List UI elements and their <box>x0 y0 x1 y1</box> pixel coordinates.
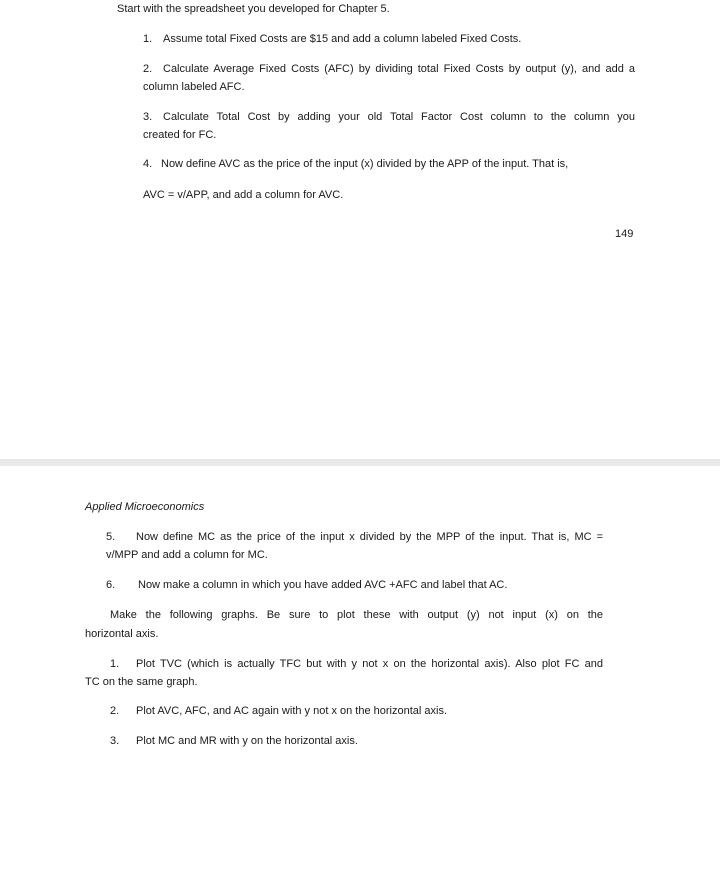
list-item-text: Plot MC and MR with y on the horizontal axis. <box>136 735 358 747</box>
page-number: 149 <box>615 228 634 240</box>
list-number: 1. <box>110 658 120 670</box>
list-number: 1. <box>143 33 153 45</box>
list-number: 2. <box>110 705 120 717</box>
list-item-2 <box>143 62 635 76</box>
list-item-text: Calculate Total Cost by adding your old Total Factor Cost column to the column you <box>163 111 635 123</box>
graph-item-1 <box>110 657 603 671</box>
list-number: 4. <box>143 158 153 170</box>
list-number: 3. <box>110 735 120 747</box>
list-item-4-continuation: AVC = v/APP, and add a column for AVC. <box>143 189 344 201</box>
list-number: 5. <box>106 531 116 543</box>
running-header: Applied Microeconomics <box>85 501 205 513</box>
list-item-text: Now define AVC as the price of the input (x) divided by the APP of the input. That is, <box>161 158 569 170</box>
document-page-next <box>0 466 720 880</box>
graph-item-2 <box>110 704 447 718</box>
page-separator <box>0 459 720 466</box>
graphs-intro-continuation: horizontal axis. <box>85 628 159 640</box>
list-item-3-continuation: created for FC. <box>143 129 217 141</box>
list-item-text: Now make a column in which you have added AVC +AFC and label that AC. <box>138 579 508 591</box>
list-item-5 <box>106 530 603 544</box>
graphs-intro: Make the following graphs. Be sure to plot these with output (y) not input (x) on the <box>110 609 603 621</box>
list-item-text: Now define MC as the price of the input x divided by the MPP of the input. That is, MC = <box>136 531 603 543</box>
list-item-3 <box>143 110 635 124</box>
list-item-6 <box>106 578 507 592</box>
intro-text: Start with the spreadsheet you developed for Chapter 5. <box>117 3 390 15</box>
list-number: 3. <box>143 111 153 123</box>
list-item-5-continuation: v/MPP and add a column for MC. <box>106 549 268 561</box>
graph-item-1-continuation: TC on the same graph. <box>85 676 198 688</box>
list-item-text: Assume total Fixed Costs are $15 and add a column labeled Fixed Costs. <box>163 33 522 45</box>
list-number: 6. <box>106 579 116 591</box>
list-item-2-continuation: column labeled AFC. <box>143 81 245 93</box>
graph-item-3 <box>110 734 358 748</box>
list-item-4 <box>143 157 568 171</box>
list-number: 2. <box>143 63 153 75</box>
list-item-text: Plot TVC (which is actually TFC but with y not x on the horizontal axis). Also plot FC and <box>136 658 603 670</box>
list-item-text: Plot AVC, AFC, and AC again with y not x on the horizontal axis. <box>136 705 448 717</box>
list-item-1 <box>143 32 521 46</box>
list-item-text: Calculate Average Fixed Costs (AFC) by dividing total Fixed Costs by output (y), and add a <box>163 63 635 75</box>
